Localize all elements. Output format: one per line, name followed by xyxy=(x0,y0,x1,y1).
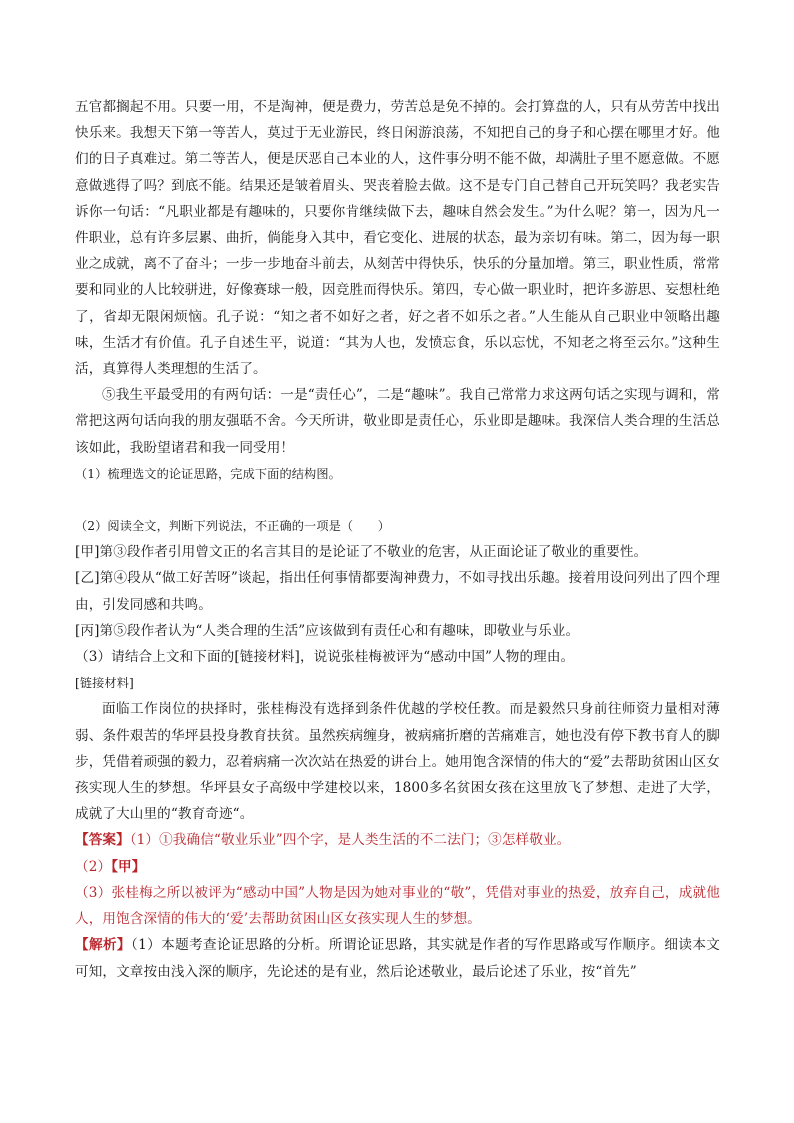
answer-1 xyxy=(75,827,720,853)
analysis-label: 【解析】 xyxy=(75,937,131,954)
link-material-title: [链接材料] xyxy=(75,676,134,691)
question-2: （2）阅读全文，判断下列说法，不正确的一项是（ ） xyxy=(75,519,391,534)
answer-1-text: （1）①我确信“敬业乐业”四个字，是人类生活的不二法门；③怎样敬业。 xyxy=(129,832,571,849)
option-yi: [乙]第④段从“做工好苦呀”谈起，指出任何事情都要淘神费力，不如寻找出乐趣。接着用设问列出了四个理由，引发同感和共鸣。 xyxy=(75,570,720,613)
link-material-text: 面临工作岗位的抉择时，张桂梅没有选择到条件优越的学校任教。而是毅然只身前往师资力量相对薄弱、条件艰苦的华坪县投身教育扶贫。虽然疾病缠身，被病痛折磨的苦痛难言，她也没有停下教书育人的脚步，凭借着顽强的毅力，忍着病痛一次次站在热爱的讲台上。她用饱含深情的伟大的“爱”去帮助贫困山区女孩实现人生的梦想。华坪县女子高级中学建校以来，1800多名贫困女孩在这里放飞了梦想、走进了大学，成就了大山里的“教育奇迹“。 xyxy=(75,701,720,823)
answer-2-prefix: （2） xyxy=(75,858,112,875)
answer-label: 【答案】 xyxy=(75,832,130,849)
analysis-text: （1）本题考查论证思路的分析。所谓论证思路，其实就是作者的写作思路或写作顺序。细读本文可知，文章按由浅入深的顺序，先论述的是有业，然后论述敬业，最后论述了乐业，按“首先” xyxy=(75,937,720,980)
answer-2 xyxy=(75,854,720,880)
analysis xyxy=(75,932,720,984)
document-content xyxy=(75,94,720,985)
structure-diagram-space xyxy=(75,487,720,513)
paragraph-4-continued: 五官都搁起不用。只要一用，不是淘神，便是费力，劳苦总是免不掉的。会打算盘的人，只有从劳苦中找出快乐来。我想天下第一等苦人，莫过于无业游民，终日闲游浪荡，不知把自己的身子和心摆在哪里才好。他们的日子真难过。第二等苦人，便是厌恶自己本业的人，这件事分明不能不做，却满肚子里不愿意做。不愿意做逃得了吗？到底不能。结果还是皱着眉头、哭丧着脸去做。这不是专门自己替自己开玩笑吗？我老实告诉你一句话：“凡职业都是有趣味的，只要你肯继续做下去，趣味自然会发生。”为什么呢？第一，因为凡一件职业，总有许多层累、曲折，倘能身入其中，看它变化、进展的状态，最为亲切有味。第二，因为每一职业之成就，离不了奋斗；一步一步地奋斗前去，从刻苦中得快乐，快乐的分量加增。第三，职业性质，常常要和同业的人比较骈进，好像赛球一般，因竞胜而得快乐。第四，专心做一职业时，把许多游思、妄想杜绝了，省却无限闲烦恼。孔子说：“知之者不如好之者，好之者不如乐之者。”人生能从自己职业中领略出趣味，生活才有价值。孔子自述生平，说道：“其为人也，发愤忘食，乐以忘忧，不知老之将至云尔。”这种生活，真算得人类理想的生活了。 xyxy=(75,99,720,378)
option-jia: [甲]第③段作者引用曾文正的名言其目的是论证了不敬业的危害，从正面论证了敬业的重要性。 xyxy=(75,544,648,561)
question-3: （3）请结合上文和下面的[链接材料]，说说张桂梅被评为“感动中国”人物的理由。 xyxy=(75,649,575,666)
paragraph-5: ⑤我生平最受用的有两句话：一是“责任心”，二是“趣味”。我自己常常力求这两句话之实现与调和，常常把这两句话向我的朋友强聒不舍。今天所讲，敬业即是责任心，乐业即是趣味。我深信人类合理的生活总该如此，我盼望诸君和我一同受用！ xyxy=(75,387,720,456)
question-1: （1）梳理选文的论证思路，完成下面的结构图。 xyxy=(75,466,341,481)
option-bing: [丙]第⑤段作者认为“人类合理的生活”应该做到有责任心和有趣味，即敬业与乐业。 xyxy=(75,622,580,639)
answer-2-value: 【甲】 xyxy=(111,858,146,875)
answer-3: （3）张桂梅之所以被评为“感动中国”人物是因为她对事业的“敬”，凭借对事业的热爱，放弃自己，成就他人，用饱含深情的伟大的‘爱’去帮助贫困山区女孩实现人生的梦想。 xyxy=(75,884,720,928)
